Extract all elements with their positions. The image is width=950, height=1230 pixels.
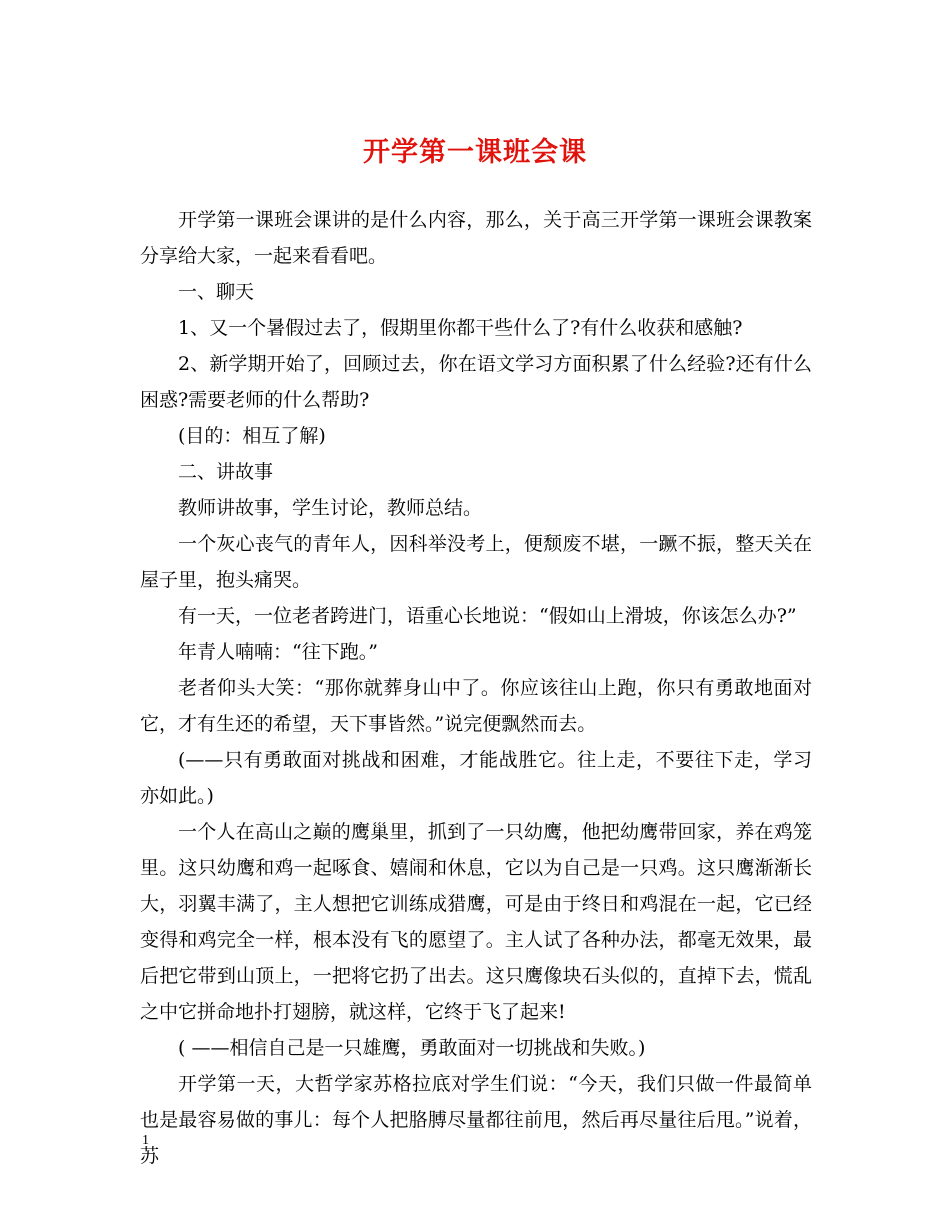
paragraph: 教师讲故事，学生讨论，教师总结。 (178, 497, 483, 519)
section-heading: 一、聊天 (178, 281, 255, 303)
paragraph: (目的：相互了解) (178, 425, 326, 447)
paragraph: 2、新学期开始了，回顾过去，你在语文学习方面积累了什么经验?还有什么困惑?需要老师的什么帮助? (140, 353, 812, 411)
paragraph: 有一天，一位老者跨进门，语重心长地说：“假如山上滑坡，你该怎么办?” (178, 605, 797, 627)
page-number: 1 (142, 1133, 149, 1148)
document-body (140, 202, 812, 1174)
paragraph: 年青人喃喃：“往下跑。” (178, 641, 378, 663)
paragraph: ( ——相信自己是一只雄鹰，勇敢面对一切挑战和失败。) (178, 1037, 646, 1059)
paragraph: 一个灰心丧气的青年人，因科举没考上，便颓废不堪，一蹶不振，整天关在屋子里，抱头痛哭。 (140, 533, 812, 591)
paragraph: (——只有勇敢面对挑战和困难，才能战胜它。往上走，不要往下走，学习亦如此。) (140, 749, 812, 807)
paragraph: 1、又一个暑假过去了，假期里你都干些什么了?有什么收获和感触? (178, 317, 743, 339)
paragraph: 开学第一天，大哲学家苏格拉底对学生们说：“今天，我们只做一件最简单也是最容易做的事儿：每个人把胳膊尽量都往前甩，然后再尽量往后甩。”说着，苏 (140, 1073, 812, 1167)
paragraph: 老者仰头大笑：“那你就葬身山中了。你应该往山上跑，你只有勇敢地面对它，才有生还的希望，天下事皆然。”说完便飘然而去。 (140, 677, 812, 735)
section-heading: 二、讲故事 (178, 461, 274, 483)
paragraph: 一个人在高山之巅的鹰巢里，抓到了一只幼鹰，他把幼鹰带回家，养在鸡笼里。这只幼鹰和鸡一起啄食、嬉闹和休息，它以为自己是一只鸡。这只鹰渐渐长大，羽翼丰满了，主人想把它训练成猎鹰，可是由于终日和鸡混在一起，它已经变得和鸡完全一样，根本没有飞的愿望了。主人试了各种办法，都毫无效果，最后把它带到山顶上，一把将它扔了出去。这只鹰像块石头似的，直掉下去，慌乱之中它拼命地扑打翅膀，就这样，它终于飞了起来! (140, 821, 812, 1023)
document-title: 开学第一课班会课 (363, 137, 587, 168)
paragraph: 开学第一课班会课讲的是什么内容，那么，关于高三开学第一课班会课教案分享给大家，一起来看看吧。 (140, 209, 812, 267)
